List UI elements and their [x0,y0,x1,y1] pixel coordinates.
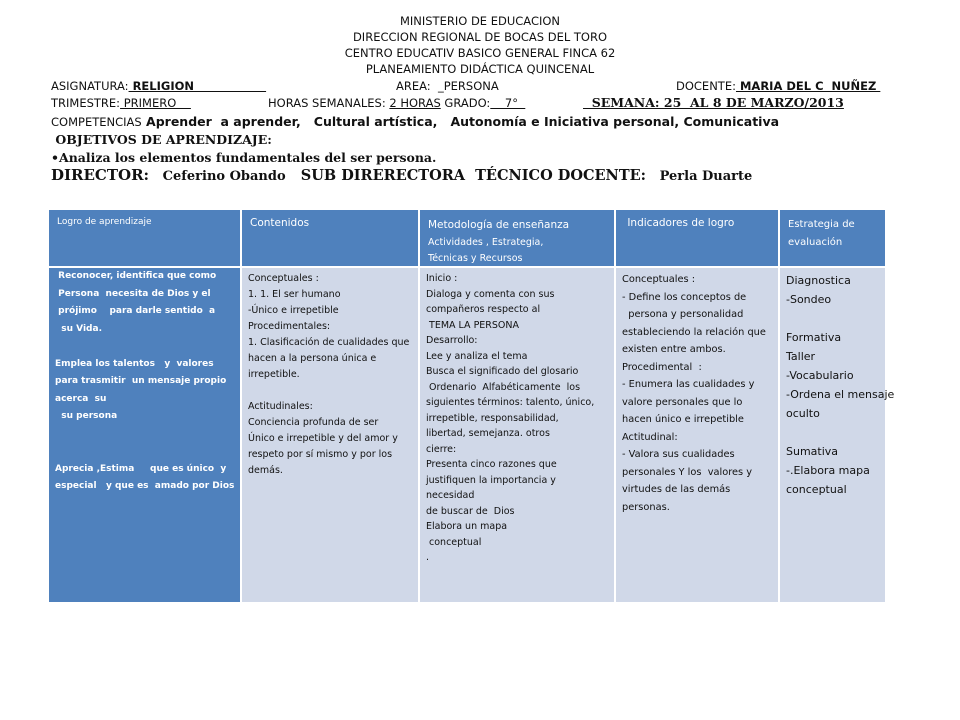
trimester-row [51,96,191,110]
teacher-value: MARIA DEL C NUÑEZ [735,79,881,93]
cell-line: Ordenario Alfabéticamente los [426,381,581,393]
cell-line [248,383,412,399]
metodologia-list [420,268,614,569]
cell-line [786,309,879,328]
competencies-value: Aprender a aprender, Cultural artística, Autonomía e Iniciativa personal, Comunicativa [141,114,780,129]
table-header-row [48,209,886,267]
cell-line: Desarrollo: [426,335,478,346]
regional-direction: DIRECCION REGIONAL DE BOCAS DEL TORO [352,30,608,44]
cell-line: valore personales que lo [622,396,743,408]
cell-line [55,338,234,356]
cell-line: especial y que es amado por Dios [55,481,235,491]
evaluacion-list [780,268,895,502]
cell-line: Aprecia ,Estima que es único y [55,463,227,474]
cell-line: virtudes de las demás [622,484,731,495]
cell-line: Conceptuales : [622,274,695,285]
header-metodologia [419,209,615,267]
director-name: Ceferino Obando [149,169,286,184]
objectives-title: OBJETIVOS DE APRENDIZAJE: [51,132,272,147]
cell-line: Actitudinales: [248,401,313,412]
subject-label: ASIGNATURA: [51,79,129,93]
cell-line: - Define los conceptos de [622,291,747,303]
teacher-row [676,79,880,93]
cell-line: Conceptuales : [248,273,319,284]
subdirector-label: SUB DIRERECTORA TÉCNICO DOCENTE: [285,167,647,184]
cell-line: hacen único e irrepetible [622,414,744,425]
planning-table [47,208,895,604]
cell-line: -Sondeo [786,293,832,306]
school-name: CENTRO EDUCATIV BASICO GENERAL FINCA 62 [344,46,616,60]
cell-line: Inicio : [426,273,458,284]
grade-value: 7° [490,96,526,110]
cell-metodologia [419,267,615,603]
cell-line: justifiquen la importancia y [426,474,556,486]
cell-line: Busca el significado del glosario [426,366,579,377]
area-label: AREA: [396,79,431,93]
trimester-value: PRIMERO [120,96,191,110]
cell-line: Taller [786,350,816,363]
cell-contenidos [241,267,419,603]
indicadores-list [616,268,778,519]
cell-line: Procedimental : [622,361,702,373]
table-body-row [48,267,886,603]
cell-line: oculto [786,407,820,420]
subject-row [51,79,266,93]
competencies-row [51,114,779,129]
cell-line: Diagnostica [786,274,851,287]
cell-line: hacen a la persona única e [248,353,377,364]
cell-line: Actitudinal: [622,431,678,443]
objective-item: •Analiza los elementos fundamentales del ser persona. [51,150,437,165]
header-text: Técnicas y Recursos [428,253,523,264]
cell-line: Único e irrepetible y del amor y [248,433,398,444]
header-text: Logro de aprendizaje [57,217,152,227]
cell-line: necesidad [426,490,475,501]
hours-row [268,96,525,110]
cell-line: respeto por sí mismo y por los [248,449,393,460]
hours-value: 2 HORAS [389,96,441,110]
cell-line: -Ordena el mensaje [786,388,895,401]
cell-line: de buscar de Dios [426,505,515,517]
cell-line: Emplea los talentos y valores [55,358,214,369]
cell-line: cierre: [426,443,457,455]
cell-line: estableciendo la relación que [622,326,766,338]
cell-line: Sumativa [786,445,839,458]
cell-line [786,423,879,442]
cell-line: acerca su [55,393,107,404]
header-text: Contenidos [250,217,310,229]
cell-line: irrepetible. [248,369,300,380]
trimester-label: TRIMESTRE: [51,96,121,110]
cell-indicadores [615,267,779,603]
cell-logros [48,267,241,603]
subject-value: RELIGION [128,79,267,93]
cell-line: Persona necesita de Dios y el [55,288,211,299]
cell-line: Dialoga y comenta con sus [426,288,555,300]
ministry-title: MINISTERIO DE EDUCACION [399,14,561,28]
cell-line: -.Elabora mapa [786,464,870,477]
cell-line: Procedimentales: [248,321,331,332]
header-contenidos [241,209,419,267]
header-text: Metodología de enseñanza [428,219,570,231]
area-value: _PERSONA [434,79,499,93]
director-row [51,166,752,184]
cell-line [55,443,234,461]
cell-line: persona y personalidad [622,309,744,320]
cell-line: su Vida. [55,323,102,334]
cell-line: Conciencia profunda de ser [248,417,379,428]
cell-line: demás. [248,465,283,476]
header-text: Indicadores de logro [624,217,735,229]
cell-line: - Valora sus cualidades [622,449,735,460]
cell-line: Reconocer, identifica que como [55,271,217,281]
hours-label: HORAS SEMANALES: [268,96,386,110]
cell-line: - Enumera las cualidades y [622,379,755,390]
cell-line: Presenta cinco razones que [426,459,557,470]
cell-line: 1. 1. El ser humano [248,289,341,300]
cell-line: siguientes términos: talento, único, [426,397,595,408]
cell-line: personas. [622,501,670,513]
director-label: DIRECTOR: [51,166,150,184]
header-evaluacion [779,209,886,267]
cell-line: Elabora un mapa [426,521,508,532]
cell-line: Lee y analiza el tema [426,350,528,362]
cell-line: . [426,552,430,563]
header-logro [48,209,241,267]
contenidos-list [242,268,418,482]
header-indicadores [615,209,779,267]
header-text: Estrategia de [788,219,855,230]
grade-label: GRADO: [444,96,491,110]
cell-line: conceptual [426,536,482,548]
plan-title: PLANEAMIENTO DIDÁCTICA QUINCENAL [365,62,595,76]
header-text: Actividades , Estrategia, [428,237,544,248]
cell-line: personales Y los valores y [622,466,753,478]
competencies-label: COMPETENCIAS [51,115,142,129]
cell-line: existen entre ambos. [622,344,726,355]
teacher-label: DOCENTE: [676,79,736,93]
cell-line: -Vocabulario [786,369,854,382]
logros-list [49,268,240,499]
cell-line: prójimo para darle sentido a [55,306,216,316]
cell-line: su persona [55,411,118,421]
cell-line: TEMA LA PERSONA [426,319,520,331]
cell-evaluacion [779,267,895,603]
cell-line: para trasmitir un mensaje propio [55,376,227,386]
cell-line: Formativa [786,331,842,344]
cell-line [55,426,234,444]
week-range: SEMANA: 25 AL 8 DE MARZO/2013 [583,95,844,110]
header-text: evaluación [788,237,843,248]
subdirector-name: Perla Duarte [646,169,753,184]
cell-line: conceptual [786,483,847,496]
cell-line: -Único e irrepetible [248,305,339,316]
cell-line: libertad, semejanza. otros [426,428,550,439]
cell-line: compañeros respecto al [426,304,541,315]
area-row [396,79,499,93]
cell-line: irrepetible, responsabilidad, [426,412,559,424]
cell-line: 1. Clasificación de cualidades que [248,337,410,348]
